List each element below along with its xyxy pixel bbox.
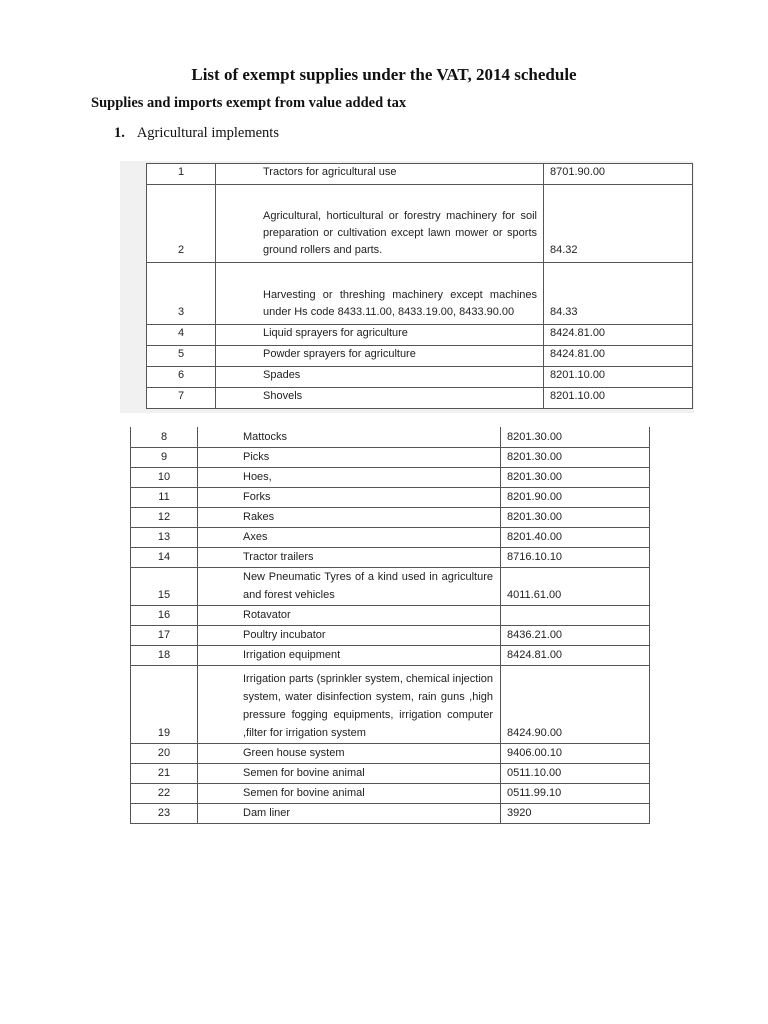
- item-description: Irrigation parts (sprinkler system, chemical injection system, water disinfection system, rain guns ,high pressure fogging equipments, irrigation computer ,filter for irrigation system: [198, 665, 501, 743]
- item-number: 21: [131, 763, 198, 783]
- item-number: 2: [147, 185, 216, 263]
- table-row: [131, 467, 650, 487]
- table-row: [131, 625, 650, 645]
- table-row: [147, 388, 693, 409]
- subsection-number: 1.: [114, 125, 125, 141]
- exempt-items-table-part2: [130, 427, 650, 824]
- table-row: [131, 645, 650, 665]
- item-number: 12: [131, 507, 198, 527]
- item-description: Spades: [216, 367, 544, 388]
- item-number: 3: [147, 263, 216, 325]
- page-title: List of exempt supplies under the VAT, 2014 schedule: [191, 65, 577, 84]
- item-description: Tractor trailers: [198, 547, 501, 567]
- table-row: [131, 665, 650, 743]
- hs-code: 9406.00.10: [501, 743, 650, 763]
- hs-code: 8201.10.00: [544, 388, 693, 409]
- hs-code: 8201.30.00: [501, 447, 650, 467]
- subsection-label: Agricultural implements: [136, 125, 279, 141]
- table-row: [131, 605, 650, 625]
- item-description: Tractors for agricultural use: [216, 164, 544, 185]
- hs-code: 0511.99.10: [501, 783, 650, 803]
- item-description: Hoes,: [198, 467, 501, 487]
- item-number: 14: [131, 547, 198, 567]
- item-number: 16: [131, 605, 198, 625]
- item-number: 6: [147, 367, 216, 388]
- hs-code: 84.32: [544, 185, 693, 263]
- item-description: Green house system: [198, 743, 501, 763]
- item-number: 10: [131, 467, 198, 487]
- item-description: Semen for bovine animal: [198, 763, 501, 783]
- item-number: 17: [131, 625, 198, 645]
- table-row: [131, 743, 650, 763]
- item-description: Liquid sprayers for agriculture: [216, 325, 544, 346]
- table-row: [147, 325, 693, 346]
- table-row: [131, 803, 650, 823]
- item-number: 7: [147, 388, 216, 409]
- table-row: [147, 263, 693, 325]
- item-description: Picks: [198, 447, 501, 467]
- table-row: [131, 487, 650, 507]
- table-row: [147, 164, 693, 185]
- hs-code: 8424.81.00: [501, 645, 650, 665]
- hs-code: 8201.90.00: [501, 487, 650, 507]
- item-description: Dam liner: [198, 803, 501, 823]
- hs-code: 8701.90.00: [544, 164, 693, 185]
- item-description: Irrigation equipment: [198, 645, 501, 665]
- item-number: 9: [131, 447, 198, 467]
- item-number: 4: [147, 325, 216, 346]
- item-number: 11: [131, 487, 198, 507]
- table-row: [131, 507, 650, 527]
- hs-code: 8424.90.00: [501, 665, 650, 743]
- section-heading: Supplies and imports exempt from value added tax: [91, 95, 407, 111]
- table-row: [131, 763, 650, 783]
- item-description: Axes: [198, 527, 501, 547]
- hs-code: 8201.30.00: [501, 467, 650, 487]
- item-description: Rakes: [198, 507, 501, 527]
- hs-code: 3920: [501, 803, 650, 823]
- hs-code: 8716.10.10: [501, 547, 650, 567]
- item-description: Forks: [198, 487, 501, 507]
- exempt-items-table-part1: [146, 163, 693, 409]
- hs-code: 4011.61.00: [501, 567, 650, 605]
- hs-code: 8201.30.00: [501, 427, 650, 447]
- item-description: Rotavator: [198, 605, 501, 625]
- table-row: [131, 567, 650, 605]
- item-description: Shovels: [216, 388, 544, 409]
- item-number: 13: [131, 527, 198, 547]
- hs-code: 8436.21.00: [501, 625, 650, 645]
- item-number: 8: [131, 427, 198, 447]
- hs-code: [501, 605, 650, 625]
- subsection-heading: [114, 125, 279, 142]
- item-description: Agricultural, horticultural or forestry machinery for soil preparation or cultivation except lawn mower or sports ground rollers and parts.: [216, 185, 544, 263]
- item-number: 22: [131, 783, 198, 803]
- hs-code: 8424.81.00: [544, 325, 693, 346]
- item-description: Powder sprayers for agriculture: [216, 346, 544, 367]
- table-row: [131, 783, 650, 803]
- item-number: 20: [131, 743, 198, 763]
- table-row: [131, 447, 650, 467]
- table-row: [147, 346, 693, 367]
- item-description: New Pneumatic Tyres of a kind used in agriculture and forest vehicles: [198, 567, 501, 605]
- hs-code: 0511.10.00: [501, 763, 650, 783]
- item-number: 1: [147, 164, 216, 185]
- table-row: [131, 427, 650, 447]
- hs-code: 84.33: [544, 263, 693, 325]
- hs-code: 8201.40.00: [501, 527, 650, 547]
- item-number: 15: [131, 567, 198, 605]
- hs-code: 8201.10.00: [544, 367, 693, 388]
- hs-code: 8424.81.00: [544, 346, 693, 367]
- hs-code: 8201.30.00: [501, 507, 650, 527]
- item-description: Poultry incubator: [198, 625, 501, 645]
- item-description: Harvesting or threshing machinery except machines under Hs code 8433.11.00, 8433.19.00, 8433.90.00: [216, 263, 544, 325]
- table-row: [131, 527, 650, 547]
- item-number: 19: [131, 665, 198, 743]
- item-description: Mattocks: [198, 427, 501, 447]
- table-row: [147, 367, 693, 388]
- item-description: Semen for bovine animal: [198, 783, 501, 803]
- item-number: 18: [131, 645, 198, 665]
- table-row: [147, 185, 693, 263]
- item-number: 5: [147, 346, 216, 367]
- item-number: 23: [131, 803, 198, 823]
- table-row: [131, 547, 650, 567]
